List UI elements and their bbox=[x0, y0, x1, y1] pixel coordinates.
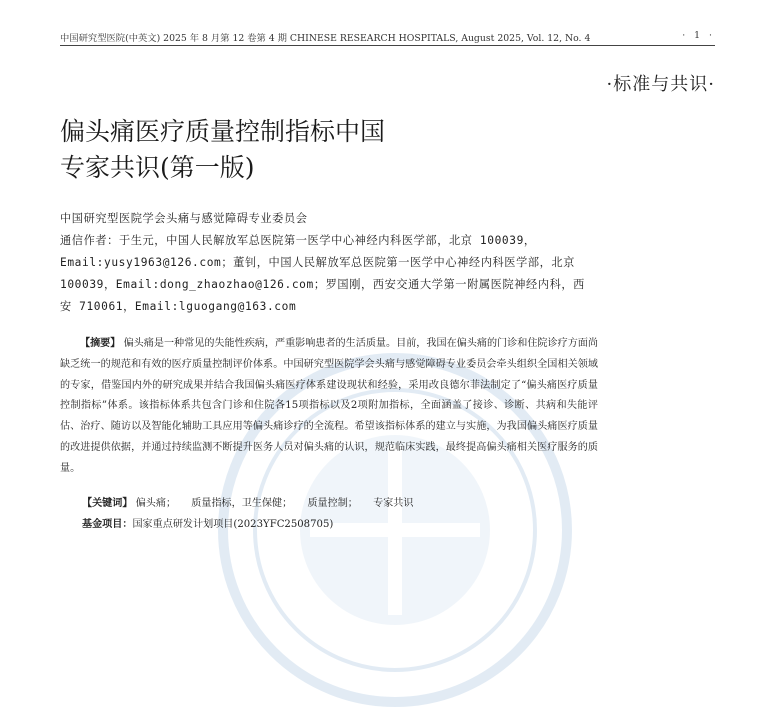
page-number: · 1 · bbox=[682, 30, 715, 41]
correspondence-info: 通信作者：于生元，中国人民解放军总医院第一医学中心神经内科医学部，北京 100039，Email:yusy1963@126.com；董钊，中国人民解放军总医院第一医学中心神经内科医学部，北京 100039，Email:dong_zhaozhao@126.com；罗国刚，西安交通大学第一附属医院神经内科，西安 710061，Email:lguogang@163.com bbox=[60, 234, 585, 313]
journal-header bbox=[60, 30, 715, 44]
funding-label: 基金项目： bbox=[82, 519, 133, 530]
article-title-line-1: 偏头痛医疗质量控制指标中国 bbox=[60, 117, 386, 146]
abstract-text: 偏头痛是一种常见的失能性疾病，严重影响患者的生活质量。目前，我国在偏头痛的门诊和住院诊疗方面尚缺乏统一的规范和有效的医疗质量控制评价体系。中国研究型医院学会头痛与感觉障碍专业委员会牵头组织全国相关领域的专家，借鉴国内外的研究成果并结合我国偏头痛医疗体系建设现状和经验，采用改良德尔菲法制定了“偏头痛医疗质量控制指标”体系。该指标体系共包含门诊和住院各15项指标以及2项附加指标，全面涵盖了接诊、诊断、共病和失能评估、治疗、随访以及智能化辅助工具应用等偏头痛诊疗的全流程。希望该指标体系的建立与实施，为我国偏头痛医疗质量的改进提供依据，并通过持续监测不断提升医务人员对偏头痛的认识，规范临床实践，最终提高偏头痛相关医疗服务的质量。 bbox=[60, 338, 598, 474]
keywords-label: 【关键词】 bbox=[82, 498, 133, 509]
author-affiliation: 中国研究型医院学会头痛与感觉障碍专业委员会 bbox=[60, 212, 308, 225]
abstract-label: 【摘要】 bbox=[80, 338, 121, 349]
keyword-item: 质量指标，卫生保健； bbox=[191, 498, 293, 509]
header-divider bbox=[60, 45, 715, 46]
section-label: ·标准与共识· bbox=[606, 74, 715, 95]
abstract bbox=[60, 334, 598, 480]
journal-citation-line: 中国研究型医院(中英文) 2025 年 8 月第 12 卷第 4 期 CHINESE RESEARCH HOSPITALS, August 2025, Vol. 12, No. 4 bbox=[60, 33, 591, 44]
article-title bbox=[60, 114, 385, 186]
keyword-item: 偏头痛； bbox=[135, 498, 177, 509]
author-block bbox=[60, 208, 595, 318]
keyword-item: 质量控制； bbox=[307, 498, 358, 509]
keywords bbox=[82, 494, 426, 509]
funding-text: 国家重点研发计划项目(2023YFC2508705) bbox=[132, 519, 334, 530]
funding bbox=[82, 515, 333, 530]
article-title-line-2: 专家共识(第一版) bbox=[60, 153, 255, 182]
keyword-item: 专家共识 bbox=[373, 498, 414, 509]
